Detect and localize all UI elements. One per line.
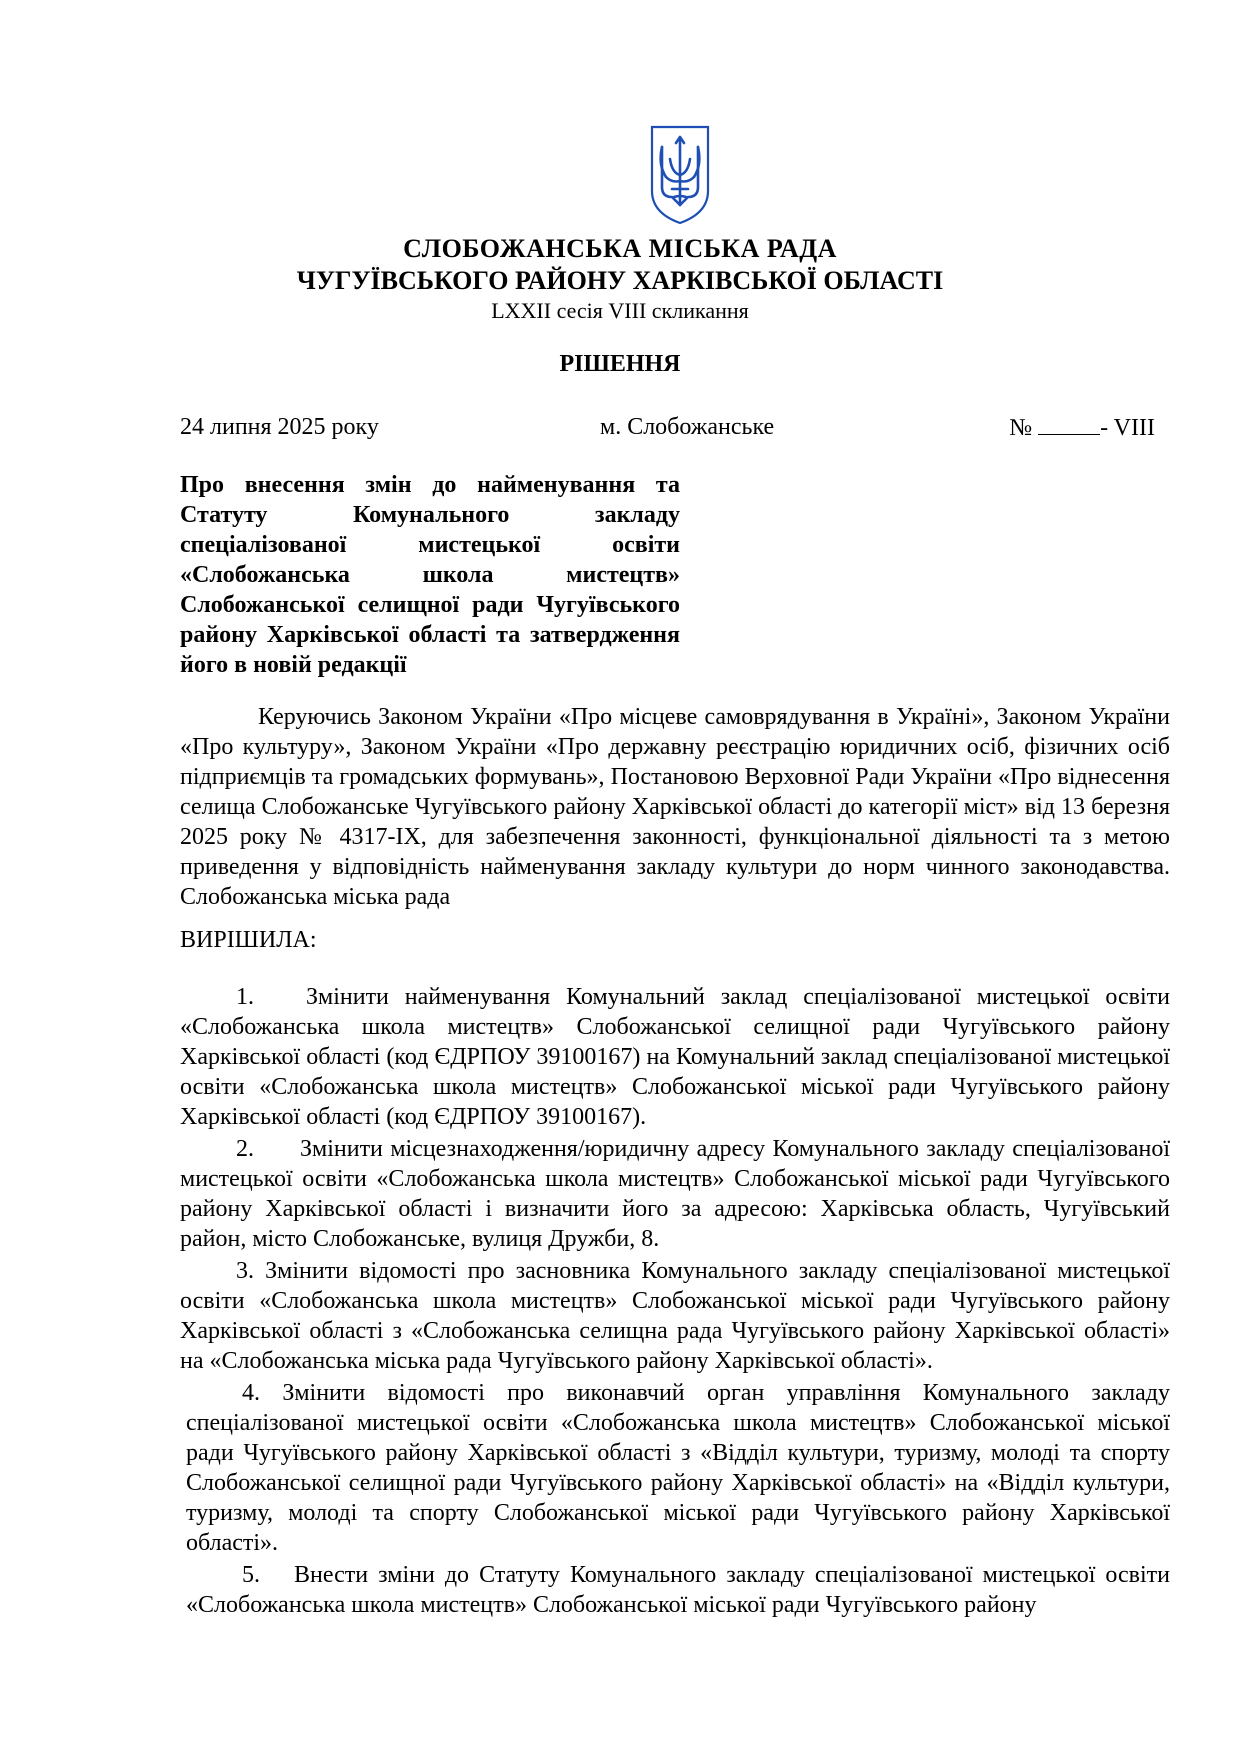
item-number: 1. (236, 984, 254, 1010)
item-text: Змінити відомості про засновника Комунального закладу спеціалізованої мистецької освіти «Слобожанська школа мистецтв» Слобожанської міської ради Чугуївського району Харківської області з «Слобожанська селищна рада Чугуївського району Харківської області» на «Слобожанська міська рада Чугуївського району Харківської області». (180, 1258, 1170, 1374)
item-number: 2. (236, 1136, 254, 1162)
document-type: РІШЕННЯ (559, 351, 681, 377)
decision-items (180, 982, 1170, 1620)
decision-subject: Про внесення змін до найменування та Статуту Комунального закладу спеціалізованої мистецької освіти «Слобожанська школа мистецтв» Слобожанської селищної ради Чугуївського району Харківської області та затвердження його в новій редакції (180, 472, 680, 678)
decided-heading: ВИРІШИЛА: (180, 927, 317, 953)
trident-coat-of-arms-icon (648, 125, 712, 225)
preamble: Керуючись Законом України «Про місцеве самоврядування в Україні», Законом України «Про культуру», Законом України «Про державну реєстрацію юридичних осіб, фізичних осіб підприємців та громадських формувань», Постановою Верховної Ради України «Про віднесення селища Слобожанське Чугуївського району Харківської області до категорії міст» від 13 березня 2025 року № 4317-IX, для забезпечення законності, функціональної діяльності та з метою приведення у відповідність найменування закладу культури до норм чинного законодавства. Слобожанська міська рада (180, 704, 1170, 910)
dateline (180, 414, 1155, 446)
council-title: СЛОБОЖАНСЬКА МІСЬКА РАДА (403, 234, 837, 263)
item-text: Внести зміни до Статуту Комунального закладу спеціалізованої мистецької освіти «Слобожанська школа мистецтв» Слобожанської міської ради Чугуївського району (186, 1562, 1170, 1618)
item-number: 3. (236, 1258, 254, 1284)
decision-item-4 (180, 1378, 1170, 1558)
decision-item-1 (180, 982, 1170, 1132)
decision-item-3 (180, 1256, 1170, 1376)
item-text: Змінити найменування Комунальний заклад спеціалізованої мистецької освіти «Слобожанська школа мистецтв» Слобожанської селищної ради Чугуївського району Харківської області (код ЄДРПОУ 39100167) на Комунальний заклад спеціалізованої мистецької освіти «Слобожанська школа мистецтв» Слобожанської міської ради Чугуївського району Харківської області (код ЄДРПОУ 39100167). (180, 984, 1170, 1130)
number-blank (1038, 414, 1100, 435)
item-number: 5. (242, 1562, 260, 1588)
decision-date: 24 липня 2025 року (180, 414, 379, 440)
decision-item-5 (180, 1560, 1170, 1620)
number-suffix: - VIII (1100, 415, 1155, 441)
item-text: Змінити місцезнаходження/юридичну адресу Комунального закладу спеціалізованої мистецької освіти «Слобожанська школа мистецтв» Слобожанської міської ради Чугуївського району Харківської області і визначити його за адресою: Харківська область, Чугуївський район, місто Слобожанське, вулиця Дружби, 8. (180, 1136, 1170, 1252)
decision-item-2 (180, 1134, 1170, 1254)
decision-city: м. Слобожанське (600, 414, 775, 440)
number-prefix: № (1009, 415, 1033, 441)
decision-number (1009, 414, 1155, 442)
session-line: LXXII сесія VIII скликання (491, 298, 749, 323)
item-number: 4. (242, 1380, 260, 1406)
district-title: ЧУГУЇВСЬКОГО РАЙОНУ ХАРКІВСЬКОЇ ОБЛАСТІ (296, 266, 944, 295)
item-text: Змінити відомості про виконавчий орган управління Комунального закладу спеціалізованої мистецької освіти «Слобожанська школа мистецтв» Слобожанської міської ради Чугуївського району Харківської області з «Відділ культури, туризму, молоді та спорту Слобожанської селищної ради Чугуївського району Харківської області» на «Відділ культури, туризму, молоді та спорту Слобожанської міської ради Чугуївського району Харківської області». (186, 1380, 1170, 1556)
